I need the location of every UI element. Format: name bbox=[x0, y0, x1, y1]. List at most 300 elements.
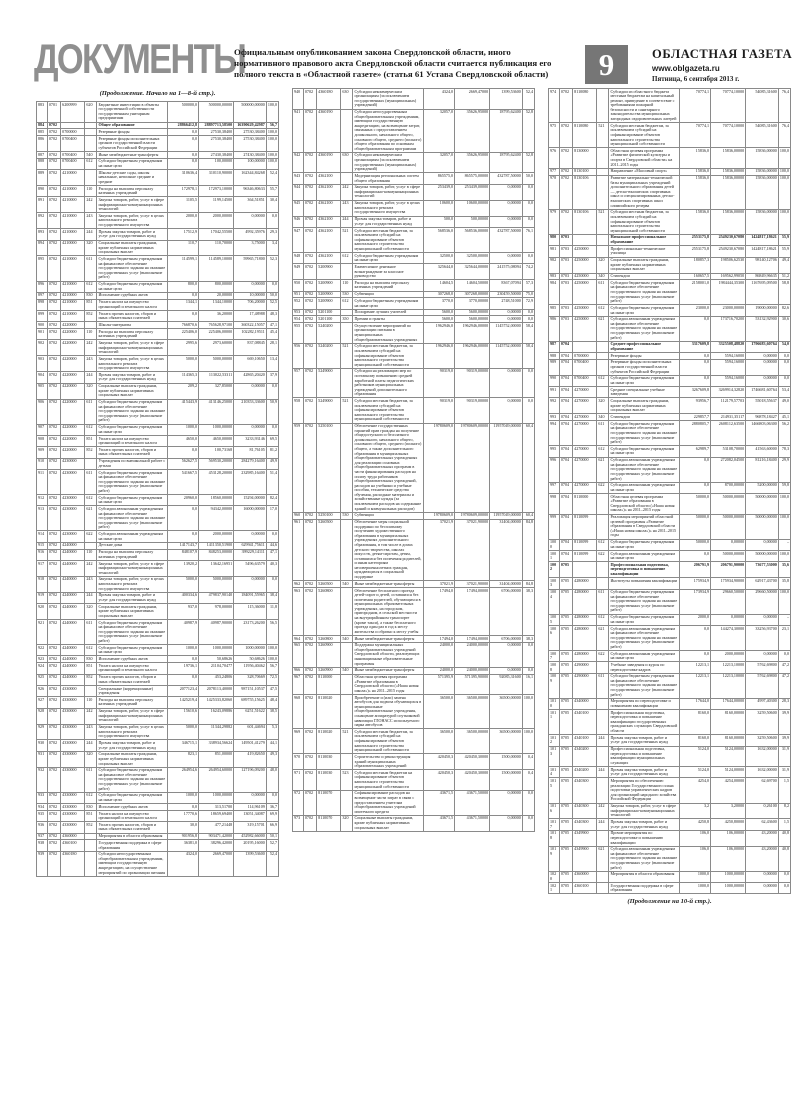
target-article-cell: 4362100 bbox=[317, 216, 341, 227]
adjusted-amount-cell: 35626,95000 bbox=[455, 109, 490, 152]
row-number-cell: 1010 bbox=[549, 698, 560, 709]
target-article-cell: 8110020 bbox=[317, 695, 341, 729]
expense-name-cell: Субсидии некоммерческим организациям (за исключением государственных (муниципальных) учреждений) bbox=[353, 152, 423, 173]
expense-type-cell: 320 bbox=[85, 240, 97, 256]
row-number-cell: 963 bbox=[293, 587, 304, 635]
expense-type-cell: 630 bbox=[341, 89, 353, 110]
table-row bbox=[549, 280, 791, 305]
target-article-cell: 4210000 bbox=[61, 281, 85, 292]
approved-amount-cell: 0,0 bbox=[167, 674, 198, 685]
target-article-cell: 5250100 bbox=[317, 423, 341, 512]
expense-name-cell: Профессионально-технические училища bbox=[609, 246, 679, 257]
row-number-cell: 946 bbox=[293, 216, 304, 227]
target-article-cell: 4210000 bbox=[61, 240, 85, 256]
expense-type-cell: 612 bbox=[597, 446, 609, 457]
target-article-cell: 4220000 bbox=[61, 356, 85, 372]
percent-cell: 52,4 bbox=[522, 89, 534, 110]
expense-type-cell bbox=[341, 368, 353, 398]
target-article-cell: 5200900 bbox=[317, 291, 341, 298]
executed-amount-cell: 55018,55637 bbox=[746, 398, 779, 414]
approved-amount-cell: 500,0 bbox=[423, 216, 454, 227]
section-code-cell: 0702 bbox=[303, 519, 316, 581]
percent-cell: 0,0 bbox=[522, 253, 534, 264]
table-row bbox=[37, 447, 279, 458]
executed-amount-cell: 364,51851 bbox=[234, 197, 267, 213]
section-code-cell: 0702 bbox=[47, 383, 60, 399]
section-code-cell: 0702 bbox=[47, 810, 60, 821]
row-number-cell: 902 bbox=[37, 340, 48, 356]
table-row bbox=[293, 729, 535, 754]
expense-name-cell: Резервные фонды bbox=[97, 129, 167, 136]
expense-name-cell: Уплата налога на имущество организаций и земельного налога bbox=[97, 810, 167, 821]
section-code-cell: 0702 bbox=[47, 322, 60, 329]
adjusted-amount-cell: 112179,57703 bbox=[711, 398, 746, 414]
target-article-cell: 4210000 bbox=[61, 256, 85, 281]
approved-amount-cell: 0,0 bbox=[167, 656, 198, 663]
executed-amount-cell: 0,00000 bbox=[490, 815, 523, 831]
expense-type-cell bbox=[85, 136, 97, 152]
approved-amount-cell: 823,1 bbox=[167, 751, 198, 767]
percent-cell: 57,3 bbox=[522, 280, 534, 291]
section-code-cell: 0702 bbox=[47, 531, 60, 542]
percent-cell: 52,4 bbox=[266, 851, 278, 876]
expense-name-cell: Закупка товаров, работ, услуг в целях капитального ремонта государственного имущества bbox=[97, 576, 167, 592]
approved-amount-cell: 15836,0 bbox=[679, 168, 710, 175]
approved-amount-cell: 50000,0 bbox=[679, 514, 710, 539]
row-number-cell: 909 bbox=[37, 447, 48, 458]
approved-amount-cell: 766870,6 bbox=[167, 322, 198, 329]
percent-cell: 51,2 bbox=[778, 273, 790, 280]
row-number-cell: 927 bbox=[37, 697, 48, 708]
table-row bbox=[549, 175, 791, 209]
expense-type-cell: 622 bbox=[597, 482, 609, 493]
percent-cell: 52,8 bbox=[522, 152, 534, 173]
percent-cell: 76,1 bbox=[522, 227, 534, 252]
approved-amount-cell: 10600,0 bbox=[423, 200, 454, 216]
expense-name-cell: Субсидии бюджетным учреждениям на финансовое обеспечение государственного задания на оказание государственных услуг (выполнение работ) bbox=[610, 589, 678, 613]
percent-cell: 48,3 bbox=[266, 310, 278, 321]
section-code-cell: 0702 bbox=[47, 495, 60, 506]
approved-amount-cell: 1000,0 bbox=[167, 645, 198, 656]
row-number-cell: 1015 bbox=[549, 778, 560, 803]
adjusted-amount-cell: 903471,42000 bbox=[199, 833, 234, 840]
target-article-cell: 4210000 bbox=[61, 185, 85, 196]
executed-amount-cell: 50000,00000 bbox=[746, 494, 779, 515]
target-article-cell: 4220000 bbox=[61, 399, 85, 424]
adjusted-amount-cell: 15836,00000 bbox=[711, 168, 746, 175]
section-code-cell: 0702 bbox=[47, 576, 60, 592]
expense-type-cell: 521 bbox=[341, 227, 353, 252]
target-article-cell: 4340100 bbox=[573, 710, 597, 735]
executed-amount-cell: 3259,50600 bbox=[746, 735, 779, 746]
expense-type-cell: 110 bbox=[85, 549, 97, 560]
executed-amount-cell: 1399,53600 bbox=[234, 851, 267, 876]
row-number-cell: 950 bbox=[293, 280, 304, 291]
expense-type-cell: 851 bbox=[85, 810, 97, 821]
adjusted-amount-cell: 453128,20000 bbox=[199, 469, 234, 494]
section-code-cell: 0702 bbox=[303, 512, 316, 519]
approved-amount-cell: 32057,0 bbox=[423, 152, 454, 173]
adjusted-amount-cell: 32500,00000 bbox=[455, 253, 490, 264]
section-code-cell: 0702 bbox=[559, 123, 572, 148]
row-number-cell: 939 bbox=[37, 851, 48, 876]
percent-cell: 50,0 bbox=[266, 292, 278, 299]
approved-amount-cell: 541667,5 bbox=[167, 469, 198, 494]
row-number-cell: 972 bbox=[293, 790, 304, 815]
section-code-cell: 0702 bbox=[47, 122, 60, 129]
section-code-cell: 0705 bbox=[559, 710, 572, 735]
executed-amount-cell: 0,00000 bbox=[234, 281, 267, 292]
row-number-cell: 952 bbox=[293, 298, 304, 309]
executed-amount-cell: 360322,15057 bbox=[234, 322, 267, 329]
adjusted-amount-cell: 27430,38400 bbox=[199, 151, 234, 158]
expense-type-cell: 320 bbox=[341, 815, 353, 831]
table-row bbox=[293, 89, 535, 110]
row-number-cell: 910 bbox=[37, 458, 48, 469]
approved-amount-cell: 5600,0 bbox=[423, 316, 454, 323]
row-number-cell: 907 bbox=[37, 424, 48, 435]
section-code-cell: 0702 bbox=[303, 368, 316, 398]
section-code-cell: 0705 bbox=[559, 673, 572, 698]
target-article-cell: 8110070 bbox=[317, 815, 341, 831]
approved-amount-cell: 562627,5 bbox=[167, 458, 198, 469]
table-row bbox=[549, 539, 791, 550]
target-article-cell: 4330000 bbox=[61, 751, 85, 767]
approved-amount-cell: 0,0 bbox=[167, 506, 198, 531]
expense-name-cell: Исполнение судебных актов bbox=[97, 292, 167, 299]
adjusted-amount-cell: 37021,90000 bbox=[455, 519, 490, 581]
expense-type-cell bbox=[341, 674, 353, 695]
expense-name-cell: Начальное профессиональное образование bbox=[609, 234, 679, 245]
executed-amount-cell: 0,00000 bbox=[234, 213, 267, 229]
executed-amount-cell: 13051,34087 bbox=[234, 810, 267, 821]
target-article-cell: 4330000 bbox=[61, 708, 85, 724]
percent-cell: 100,0 bbox=[266, 158, 278, 169]
target-article-cell: 0700400 bbox=[61, 136, 85, 152]
executed-amount-cell: 210353,33600 bbox=[234, 399, 267, 424]
section-code-cell: 0702 bbox=[303, 695, 316, 729]
section-code-cell: 0702 bbox=[47, 560, 60, 576]
approved-amount-cell: 1000,0 bbox=[167, 792, 198, 803]
target-article-cell: 4340300 bbox=[573, 803, 597, 819]
executed-amount-cell: 706,20000 bbox=[234, 299, 267, 310]
expense-type-cell: 320 bbox=[85, 604, 97, 620]
approved-amount-cell: 172978,1 bbox=[167, 185, 198, 196]
executed-amount-cell: 3259,50600 bbox=[746, 710, 779, 735]
expense-name-cell: Иные межбюджетные трансферты bbox=[353, 667, 423, 674]
expense-type-cell: 612 bbox=[597, 614, 609, 625]
expense-name-cell: Прочая закупка товаров, работ и услуг для государственных нужд bbox=[609, 819, 679, 830]
percent-cell: 53,4 bbox=[778, 387, 790, 398]
row-number-cell: 970 bbox=[293, 754, 304, 770]
percent-cell: 100,0 bbox=[522, 729, 534, 754]
executed-amount-cell: 4997,40300 bbox=[746, 698, 779, 709]
executed-amount-cell: 432787,50000 bbox=[490, 227, 523, 252]
percent-cell: 56,5 bbox=[266, 620, 278, 645]
expense-type-cell bbox=[85, 851, 97, 876]
target-article-cell: 4360190 bbox=[317, 152, 341, 173]
executed-amount-cell: 20195,16000 bbox=[234, 840, 267, 851]
section-code-cell: 0702 bbox=[47, 751, 60, 767]
expense-name-cell: Закупка товаров, работ, услуг в целях капитального ремонта государственного имущества bbox=[97, 356, 167, 372]
adjusted-amount-cell: 500000,00000 bbox=[199, 102, 234, 123]
section-code-cell: 0702 bbox=[47, 740, 60, 751]
percent-cell: 72,5 bbox=[266, 674, 278, 685]
expense-type-cell: 622 bbox=[597, 550, 609, 561]
row-number-cell: 958 bbox=[293, 398, 304, 423]
executed-amount-cell: 11957049,00000 bbox=[490, 423, 523, 512]
target-article-cell: 5260500 bbox=[317, 519, 341, 581]
row-number-cell: 886 bbox=[37, 136, 48, 152]
row-number-cell: 934 bbox=[37, 804, 48, 811]
expense-name-cell: Прочая закупка товаров, работ и услуг для государственных нужд bbox=[609, 767, 679, 778]
expense-name-cell: Субвенции bbox=[353, 512, 423, 519]
expense-type-cell: 540 bbox=[341, 635, 353, 642]
percent-cell: 31,9 bbox=[778, 746, 790, 767]
expense-type-cell: 612 bbox=[85, 424, 97, 435]
row-number-cell: 966 bbox=[293, 667, 304, 674]
expense-type-cell: 110 bbox=[341, 280, 353, 291]
executed-amount-cell: 81216,18400 bbox=[746, 457, 779, 482]
table-row bbox=[549, 305, 791, 316]
executed-amount-cell: 43,20000 bbox=[746, 830, 779, 846]
table-row bbox=[37, 424, 279, 435]
expense-type-cell: 612 bbox=[85, 792, 97, 803]
adjusted-amount-cell: 175934,90000 bbox=[711, 578, 746, 589]
row-number-cell: 918 bbox=[37, 576, 48, 592]
expense-name-cell: Мероприятия по обеспечению реализации Государственного плана подготовки управленческих кадров для организаций народного хозяйства Российской Федерации bbox=[609, 778, 679, 803]
expense-type-cell: 243 bbox=[85, 213, 97, 229]
table-row bbox=[549, 446, 791, 457]
table-row bbox=[37, 697, 279, 708]
approved-amount-cell: 15610,6 bbox=[167, 708, 198, 724]
approved-amount-cell: 2553175,8 bbox=[679, 234, 710, 245]
row-number-cell: 933 bbox=[37, 792, 48, 803]
expense-name-cell: Субсидии местным бюджетам на софинансирование объектов капитального строительства муниципальной собственности bbox=[353, 770, 423, 791]
target-article-cell: 4240000 bbox=[61, 576, 85, 592]
percent-cell: 60,4 bbox=[522, 512, 534, 519]
row-number-cell: 1020 bbox=[549, 871, 560, 882]
table-row bbox=[293, 512, 535, 519]
approved-amount-cell: 4254,0 bbox=[679, 778, 710, 803]
approved-amount-cell: 14604,5 bbox=[423, 280, 454, 291]
row-number-cell: 893 bbox=[37, 229, 48, 240]
table-row bbox=[37, 822, 279, 833]
expense-name-cell: Субсидии автономным учреждениям на финансовое обеспечение государственного задания на оказание государственных услуг (выполнение работ) bbox=[610, 457, 678, 481]
expense-name-cell: Субсидии бюджетным учреждениям на иные цели bbox=[97, 495, 167, 506]
table-row bbox=[37, 674, 279, 685]
executed-amount-cell: 81,76105 bbox=[234, 447, 267, 458]
adjusted-amount-cell: 29660,50000 bbox=[711, 589, 746, 614]
section-code-cell: 0702 bbox=[47, 281, 60, 292]
executed-amount-cell: 50000,00000 bbox=[746, 514, 779, 539]
executed-amount-cell: 5762,69800 bbox=[746, 662, 779, 673]
target-article-cell: 8110080 bbox=[573, 123, 597, 148]
section-code-cell: 0702 bbox=[47, 685, 60, 696]
expense-type-cell: 612 bbox=[85, 495, 97, 506]
continuation-caption-bottom: (Продолжение на 10-й стр.). bbox=[627, 898, 712, 906]
section-code-cell: 0702 bbox=[47, 851, 60, 876]
budget-table-column-2 bbox=[292, 88, 535, 832]
executed-amount-cell: 0,00000 bbox=[490, 184, 523, 200]
adjusted-amount-cell: 38296,42000 bbox=[199, 840, 234, 851]
executed-amount-cell: 1746681,60764 bbox=[746, 387, 779, 398]
expense-type-cell bbox=[341, 519, 353, 581]
target-article-cell: 4280000 bbox=[573, 651, 597, 662]
section-code-cell: 0704 bbox=[559, 398, 572, 414]
table-row bbox=[37, 122, 279, 129]
adjusted-amount-cell: 10600,00000 bbox=[455, 200, 490, 216]
expense-type-cell bbox=[85, 542, 97, 549]
approved-amount-cell: 19780609,0 bbox=[423, 512, 454, 519]
expense-name-cell: Областная целевая программа «Развитие физической культуры и спорта в Свердловской области» на 2011–2015 годы bbox=[609, 148, 679, 169]
executed-amount-cell: 601,44694 bbox=[234, 724, 267, 740]
section-code-cell: 0702 bbox=[559, 209, 572, 234]
row-number-cell: 906 bbox=[37, 399, 48, 424]
row-number-cell: 883 bbox=[37, 102, 48, 123]
executed-amount-cell: 2748,51000 bbox=[490, 298, 523, 309]
approved-amount-cell: 4650,0 bbox=[167, 435, 198, 446]
executed-amount-cell: 17,48988 bbox=[234, 310, 267, 321]
section-code-cell: 0702 bbox=[47, 299, 60, 310]
section-code-cell: 0702 bbox=[47, 833, 60, 840]
budget-table-column-3 bbox=[548, 88, 791, 909]
expense-type-cell: 611 bbox=[85, 767, 97, 792]
approved-amount-cell: 50000,0 bbox=[679, 539, 710, 550]
adjusted-amount-cell: 313,51700 bbox=[199, 804, 234, 811]
percent-cell: 0,0 bbox=[778, 359, 790, 375]
percent-cell: 78,3 bbox=[778, 446, 790, 457]
percent-cell: 0,0 bbox=[522, 667, 534, 674]
approved-amount-cell: 3,2 bbox=[679, 803, 710, 819]
percent-cell: – bbox=[778, 539, 790, 550]
approved-amount-cell: 37021,9 bbox=[423, 581, 454, 588]
table-row bbox=[549, 651, 791, 662]
table-row bbox=[549, 710, 791, 735]
expense-name-cell: Уплата налога на имущество организаций и земельного налога bbox=[97, 299, 167, 310]
section-code-cell: 0702 bbox=[303, 770, 316, 791]
target-article-cell: 4240000 bbox=[61, 645, 85, 656]
executed-amount-cell: 399229,14111 bbox=[234, 549, 267, 560]
expense-name-cell: Специальные (коррекционные) учреждения bbox=[97, 685, 167, 696]
adjusted-amount-cell: 5124,00000 bbox=[711, 746, 746, 767]
executed-amount-cell: 0,00000 bbox=[490, 667, 523, 674]
adjusted-amount-cell: 2669,47000 bbox=[455, 89, 490, 110]
section-code-cell: 0702 bbox=[47, 506, 60, 531]
percent-cell: 35,8 bbox=[778, 578, 790, 589]
section-code-cell: 0702 bbox=[303, 152, 316, 173]
expense-type-cell: 244 bbox=[597, 767, 609, 778]
table-row bbox=[293, 423, 535, 512]
approved-amount-cell: 420450,3 bbox=[423, 770, 454, 791]
adjusted-amount-cell: 35626,95000 bbox=[455, 152, 490, 173]
adjusted-amount-cell: 11344,29882 bbox=[199, 724, 234, 740]
target-article-cell: 5240200 bbox=[317, 343, 341, 368]
expense-type-cell bbox=[85, 458, 97, 469]
target-article-cell: 4270000 bbox=[573, 482, 597, 493]
table-row bbox=[293, 642, 535, 667]
row-number-cell: 1003 bbox=[549, 578, 560, 589]
expense-type-cell: 244 bbox=[85, 740, 97, 751]
row-number-cell: 943 bbox=[293, 173, 304, 184]
expense-name-cell: Социальные выплаты гражданам, кроме публичных нормативных социальных выплат bbox=[97, 604, 167, 620]
expense-name-cell: Учреждения по внешкольной работе с детьми bbox=[98, 458, 166, 468]
section-code-cell: 0705 bbox=[559, 819, 572, 830]
table-row bbox=[549, 673, 791, 698]
percent-cell: 38,5 bbox=[266, 708, 278, 724]
executed-amount-cell: 27430,38400 bbox=[234, 151, 267, 158]
section-code-cell: 0702 bbox=[303, 423, 316, 512]
expense-type-cell: 621 bbox=[597, 457, 609, 482]
percent-cell: 40,3 bbox=[266, 560, 278, 576]
target-article-cell: 8130106 bbox=[573, 175, 597, 209]
executed-amount-cell: 230459,50000 bbox=[490, 291, 523, 298]
section-code-cell: 0702 bbox=[47, 792, 60, 803]
section-code-cell: 0702 bbox=[47, 151, 60, 158]
percent-cell: 55,9 bbox=[778, 234, 790, 245]
row-number-cell: 1008 bbox=[549, 662, 560, 673]
section-code-cell: 0702 bbox=[47, 469, 60, 494]
expense-name-cell: Школы-интернаты bbox=[97, 322, 167, 329]
percent-cell: 0,0 bbox=[522, 815, 534, 831]
target-article-cell: 8110099 bbox=[573, 539, 597, 550]
expense-type-cell: 611 bbox=[597, 280, 609, 305]
expense-type-cell: 244 bbox=[597, 735, 609, 746]
table-row bbox=[549, 273, 791, 280]
row-number-cell: 1017 bbox=[549, 819, 560, 830]
section-code-cell: 0702 bbox=[559, 148, 572, 169]
section-code-cell: 0702 bbox=[303, 642, 316, 667]
approved-amount-cell: 2158001,0 bbox=[679, 280, 710, 305]
executed-amount-cell: 16000,00000 bbox=[234, 506, 267, 531]
expense-type-cell: 611 bbox=[85, 256, 97, 281]
percent-cell: 0,0 bbox=[522, 200, 534, 216]
row-number-cell: 967 bbox=[293, 674, 304, 695]
approved-amount-cell: 13920,2 bbox=[167, 560, 198, 576]
percent-cell: 38,4 bbox=[266, 592, 278, 603]
adjusted-amount-cell: 2608112,63500 bbox=[711, 421, 746, 446]
expense-name-cell: Школы-детские сады, школы начальные, неполные средние и средние bbox=[97, 170, 167, 186]
row-number-cell: 898 bbox=[37, 299, 48, 310]
percent-cell: 58,4 bbox=[522, 343, 534, 368]
table-row bbox=[293, 674, 535, 695]
target-article-cell: 0700000 bbox=[573, 353, 597, 360]
table-row bbox=[549, 589, 791, 614]
expense-name-cell: Среднее профессиональное образование bbox=[609, 341, 679, 352]
target-article-cell: 5201100 bbox=[317, 309, 341, 316]
expense-name-cell: Уплата налога на имущество организаций и земельного налога bbox=[97, 663, 167, 674]
table-row bbox=[37, 840, 279, 851]
percent-cell: 0,0 bbox=[522, 316, 534, 323]
percent-cell: 0,0 bbox=[522, 642, 534, 667]
target-article-cell: 4210000 bbox=[61, 299, 85, 310]
expense-type-cell bbox=[85, 685, 97, 696]
percent-cell: 75,0 bbox=[522, 291, 534, 298]
adjusted-amount-cell: 848253,00000 bbox=[199, 549, 234, 560]
adjusted-amount-cell: 5600,00000 bbox=[455, 309, 490, 316]
executed-amount-cell: 1145752,00000 bbox=[490, 343, 523, 368]
table-row bbox=[293, 587, 535, 635]
approved-amount-cell: 160657,5 bbox=[679, 273, 710, 280]
row-number-cell: 935 bbox=[37, 810, 48, 821]
approved-amount-cell: 19780609,0 bbox=[423, 423, 454, 512]
table-row bbox=[37, 256, 279, 281]
approved-amount-cell: 209,2 bbox=[167, 383, 198, 399]
table-row bbox=[293, 309, 535, 316]
expense-name-cell: Субсидии местным бюджетам, за исключением субсидий на софинансирование объектов капитального строительства муниципальной собственности bbox=[353, 343, 423, 368]
percent-cell: 29,3 bbox=[266, 229, 278, 240]
adjusted-amount-cell: 100,73168 bbox=[199, 447, 234, 458]
